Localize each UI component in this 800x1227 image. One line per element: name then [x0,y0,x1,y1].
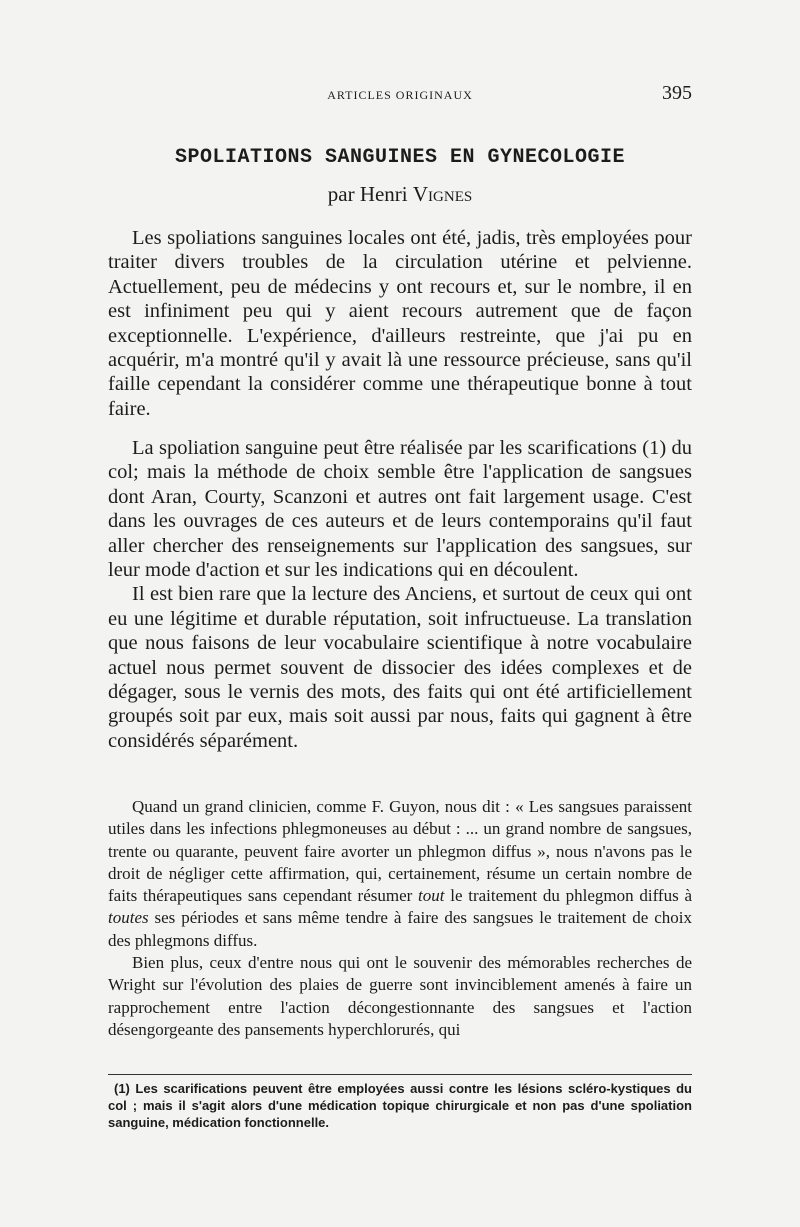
paragraph-4-part-c: ses périodes et sans même tendre à faire des sangsues le traitement de choix des phlegmons diffus. [108,908,692,950]
page-number: 395 [662,82,692,104]
author-name: Vignes [412,182,473,206]
intro-section [108,226,692,421]
main-section [108,436,692,753]
paragraph-3: Il est bien rare que la lecture des Anciens, et surtout de ceux qui ont eu une légitime et durable réputation, soit infructueuse. La translation que nous faisons de leur vocabulaire scientifique à notre vocabulaire actuel nous permet souvent de dissocier des idées complexes et de dégager, sous le vernis des mots, des faits qui ont été artificiellement groupés soit par eux, mais soit aussi par nous, faits qui gagnent à être considérés séparément. [108,583,692,752]
section-title: ARTICLES ORIGINAUX [327,88,473,102]
paragraph-2: La spoliation sanguine peut être réalisée par les scarifications (1) du col; mais la méthode de choix semble être l'application de sangsues dont Aran, Courty, Scanzoni et autres ont fait largement usage. C'est dans les ouvrages de ces auteurs et de leurs contemporains qu'il faut aller chercher des renseignements sur l'application des sangsues, sur leur mode d'action et sur les indications qui en découlent. [108,437,692,582]
emphasis-tout: tout [418,886,445,906]
footnote-divider [108,1074,692,1075]
paragraph-4-part-b: le traitement du phlegmon diffus à [444,886,692,906]
running-header [108,82,692,106]
paragraph-1: Les spoliations sanguines locales ont été, jadis, très employées pour traiter divers troubles de la circulation utérine et pelvienne. Actuellement, peu de médecins y ont recours et, sur le nombre, il en est infiniment peu qui y aient recours autrement que de façon exceptionnelle. L'expérience, d'ailleurs restreinte, que j'ai pu en acquérir, m'a montré qu'il y avait là une ressource précieuse, sans qu'il faille cependant la considérer comme une thérapeutique bonne à tout faire. [108,227,692,420]
emphasis-toutes: toutes [108,908,149,928]
paragraph-4-part-a: Quand un grand clinicien, comme F. Guyon, nous dit : « Les sangsues paraissent utiles dans les infections phlegmoneuses au début : ... un grand nombre de sangsues, trente ou quarante, peuvent faire avorter un phlegmon diffus », nous n'avons pas le droit de négliger cette affirmation, qui, certainement, résume un certain nombre de faits thérapeutiques sans cependant résumer [108,797,692,906]
paragraph-5: Bien plus, ceux d'entre nous qui ont le souvenir des mémorables recherches de Wright sur l'évolution des plaies de guerre sont invinciblement amenés à faire un rapprochement entre l'action décongestionnante des sangsues et l'action désengorgeante des pansements hyperchlorurés, qui [108,953,692,1039]
byline-prefix: par Henri [327,182,408,206]
small-print-section [108,796,692,1041]
article-title: SPOLIATIONS SANGUINES EN GYNECOLOGIE [174,146,626,169]
paragraph-4 [108,796,692,952]
footnote [108,1080,692,1131]
footnote-text: (1) Les scarifications peuvent être employées aussi contre les lésions scléro-kystiques du col ; mais il s'agit alors d'une médication topique chirurgicale et non pas d'une spoliation sanguine, médication fonctionnelle. [108,1081,692,1130]
article-byline [108,182,692,207]
